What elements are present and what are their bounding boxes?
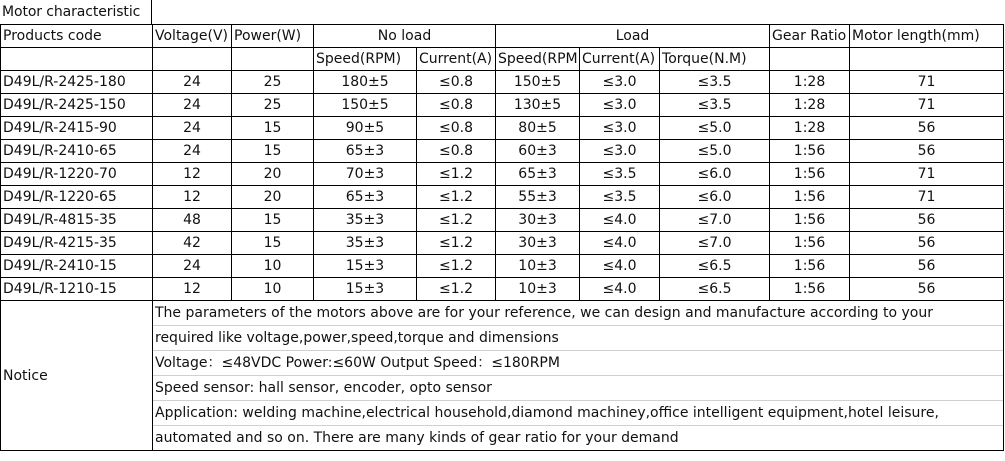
motor-length-cell: 56 — [850, 278, 1004, 301]
product-code-cell: D49L/R-1210-15 — [1, 278, 153, 301]
no-load-current-cell: ≤0.8 — [417, 94, 496, 117]
no-load-current-cell: ≤1.2 — [417, 255, 496, 278]
load-current-cell: ≤3.0 — [580, 71, 660, 94]
gear-ratio-cell: 1:56 — [770, 209, 850, 232]
notice-line: Voltage：≤48VDC Power:≤60W Output Speed：≤180RPM — [153, 351, 1003, 376]
product-code-cell: D49L/R-2425-180 — [1, 71, 153, 94]
no-load-speed-cell: 90±5 — [314, 117, 417, 140]
gear-ratio-cell: 1:28 — [770, 71, 850, 94]
no-load-speed-cell: 35±3 — [314, 232, 417, 255]
notice-line: automated and so on. There are many kinds of gear ratio for your demand — [155, 430, 679, 446]
table-row — [1, 255, 1004, 278]
header-load-current: Current(A) — [580, 48, 660, 71]
header-motor-length: Motor length(mm) — [850, 25, 1004, 48]
header-voltage: Voltage(V) — [153, 25, 232, 48]
load-torque-cell: ≤5.0 — [660, 140, 770, 163]
no-load-speed-cell: 35±3 — [314, 209, 417, 232]
motor-length-cell: 71 — [850, 94, 1004, 117]
product-code-cell: D49L/R-2410-65 — [1, 140, 153, 163]
header-row-1 — [1, 25, 1004, 48]
voltage-cell: 12 — [153, 278, 232, 301]
power-cell: 15 — [232, 232, 314, 255]
no-load-current-cell: ≤0.8 — [417, 117, 496, 140]
table-row — [1, 140, 1004, 163]
power-cell: 10 — [232, 255, 314, 278]
no-load-speed-cell: 65±3 — [314, 140, 417, 163]
notice-label: Notice — [1, 301, 153, 451]
notice-line: Application: welding machine,electrical household,diamond machiney,office intelligent equipment,hotel leisure, — [153, 401, 1003, 426]
motor-length-cell: 56 — [850, 140, 1004, 163]
load-torque-cell: ≤6.5 — [660, 278, 770, 301]
voltage-cell: 12 — [153, 186, 232, 209]
gear-ratio-cell: 1:56 — [770, 255, 850, 278]
motor-length-cell: 71 — [850, 71, 1004, 94]
notice-row — [1, 301, 1004, 451]
power-cell: 20 — [232, 163, 314, 186]
load-current-cell: ≤3.5 — [580, 163, 660, 186]
load-current-cell: ≤3.5 — [580, 186, 660, 209]
table-row — [1, 71, 1004, 94]
product-code-cell: D49L/R-1220-65 — [1, 186, 153, 209]
load-torque-cell: ≤6.0 — [660, 186, 770, 209]
motor-length-cell: 56 — [850, 232, 1004, 255]
no-load-speed-cell: 150±5 — [314, 94, 417, 117]
no-load-speed-cell: 180±5 — [314, 71, 417, 94]
load-speed-cell: 55±3 — [496, 186, 580, 209]
motor-length-cell: 71 — [850, 186, 1004, 209]
table-row — [1, 186, 1004, 209]
load-torque-cell: ≤7.0 — [660, 232, 770, 255]
no-load-speed-cell: 15±3 — [314, 255, 417, 278]
motor-characteristic-table — [0, 24, 1004, 451]
voltage-cell: 12 — [153, 163, 232, 186]
load-speed-cell: 65±3 — [496, 163, 580, 186]
gear-ratio-cell: 1:56 — [770, 140, 850, 163]
load-speed-cell: 130±5 — [496, 94, 580, 117]
load-torque-cell: ≤5.0 — [660, 117, 770, 140]
no-load-current-cell: ≤1.2 — [417, 232, 496, 255]
power-cell: 15 — [232, 209, 314, 232]
gear-ratio-cell: 1:28 — [770, 117, 850, 140]
motor-length-cell: 71 — [850, 163, 1004, 186]
table-row — [1, 209, 1004, 232]
header-blank — [232, 48, 314, 71]
header-products-code: Products code — [1, 25, 153, 48]
notice-line: The parameters of the motors above are for your reference, we can design and manufacture according to your — [153, 301, 1003, 326]
product-code-cell: D49L/R-2410-15 — [1, 255, 153, 278]
header-no-load: No load — [314, 25, 496, 48]
header-blank — [850, 48, 1004, 71]
notice-line: Speed sensor: hall sensor, encoder, opto sensor — [153, 376, 1003, 401]
product-code-cell: D49L/R-1220-70 — [1, 163, 153, 186]
no-load-current-cell: ≤1.2 — [417, 278, 496, 301]
load-current-cell: ≤4.0 — [580, 255, 660, 278]
header-power: Power(W) — [232, 25, 314, 48]
voltage-cell: 24 — [153, 94, 232, 117]
header-blank — [1, 48, 153, 71]
load-current-cell: ≤4.0 — [580, 278, 660, 301]
header-load-speed: Speed(RPM — [496, 48, 580, 71]
no-load-speed-cell: 70±3 — [314, 163, 417, 186]
power-cell: 25 — [232, 94, 314, 117]
power-cell: 15 — [232, 117, 314, 140]
header-load: Load — [496, 25, 770, 48]
load-speed-cell: 30±3 — [496, 232, 580, 255]
table-row — [1, 163, 1004, 186]
gear-ratio-cell: 1:56 — [770, 232, 850, 255]
notice-line: required like voltage,power,speed,torque and dimensions — [153, 326, 1003, 351]
header-no-load-speed: Speed(RPM) — [314, 48, 417, 71]
power-cell: 20 — [232, 186, 314, 209]
power-cell: 25 — [232, 71, 314, 94]
load-current-cell: ≤3.0 — [580, 140, 660, 163]
power-cell: 15 — [232, 140, 314, 163]
load-torque-cell: ≤3.5 — [660, 71, 770, 94]
load-current-cell: ≤4.0 — [580, 232, 660, 255]
load-speed-cell: 150±5 — [496, 71, 580, 94]
voltage-cell: 24 — [153, 117, 232, 140]
voltage-cell: 42 — [153, 232, 232, 255]
table-title: Motor characteristic — [0, 0, 152, 24]
no-load-current-cell: ≤1.2 — [417, 209, 496, 232]
load-speed-cell: 10±3 — [496, 255, 580, 278]
gear-ratio-cell: 1:28 — [770, 94, 850, 117]
load-current-cell: ≤3.0 — [580, 94, 660, 117]
load-current-cell: ≤3.0 — [580, 117, 660, 140]
table-row — [1, 278, 1004, 301]
no-load-current-cell: ≤0.8 — [417, 71, 496, 94]
motor-length-cell: 56 — [850, 255, 1004, 278]
load-speed-cell: 80±5 — [496, 117, 580, 140]
no-load-current-cell: ≤0.8 — [417, 140, 496, 163]
voltage-cell: 24 — [153, 255, 232, 278]
header-gear-ratio: Gear Ratio — [770, 25, 850, 48]
voltage-cell: 24 — [153, 71, 232, 94]
motor-length-cell: 56 — [850, 117, 1004, 140]
header-no-load-current: Current(A) — [417, 48, 496, 71]
product-code-cell: D49L/R-2425-150 — [1, 94, 153, 117]
header-load-torque: Torque(N.M) — [660, 48, 770, 71]
no-load-speed-cell: 65±3 — [314, 186, 417, 209]
no-load-current-cell: ≤1.2 — [417, 186, 496, 209]
load-torque-cell: ≤7.0 — [660, 209, 770, 232]
voltage-cell: 48 — [153, 209, 232, 232]
product-code-cell: D49L/R-4215-35 — [1, 232, 153, 255]
no-load-current-cell: ≤1.2 — [417, 163, 496, 186]
load-speed-cell: 60±3 — [496, 140, 580, 163]
product-code-cell: D49L/R-2415-90 — [1, 117, 153, 140]
load-speed-cell: 30±3 — [496, 209, 580, 232]
table-row — [1, 117, 1004, 140]
motor-length-cell: 56 — [850, 209, 1004, 232]
table-row — [1, 232, 1004, 255]
load-torque-cell: ≤6.5 — [660, 255, 770, 278]
gear-ratio-cell: 1:56 — [770, 186, 850, 209]
load-current-cell: ≤4.0 — [580, 209, 660, 232]
gear-ratio-cell: 1:56 — [770, 278, 850, 301]
load-speed-cell: 10±3 — [496, 278, 580, 301]
header-blank — [770, 48, 850, 71]
product-code-cell: D49L/R-4815-35 — [1, 209, 153, 232]
table-row — [1, 94, 1004, 117]
no-load-speed-cell: 15±3 — [314, 278, 417, 301]
load-torque-cell: ≤3.5 — [660, 94, 770, 117]
power-cell: 10 — [232, 278, 314, 301]
voltage-cell: 24 — [153, 140, 232, 163]
notice-body — [153, 301, 1004, 451]
gear-ratio-cell: 1:56 — [770, 163, 850, 186]
header-row-2 — [1, 48, 1004, 71]
header-blank — [153, 48, 232, 71]
load-torque-cell: ≤6.0 — [660, 163, 770, 186]
